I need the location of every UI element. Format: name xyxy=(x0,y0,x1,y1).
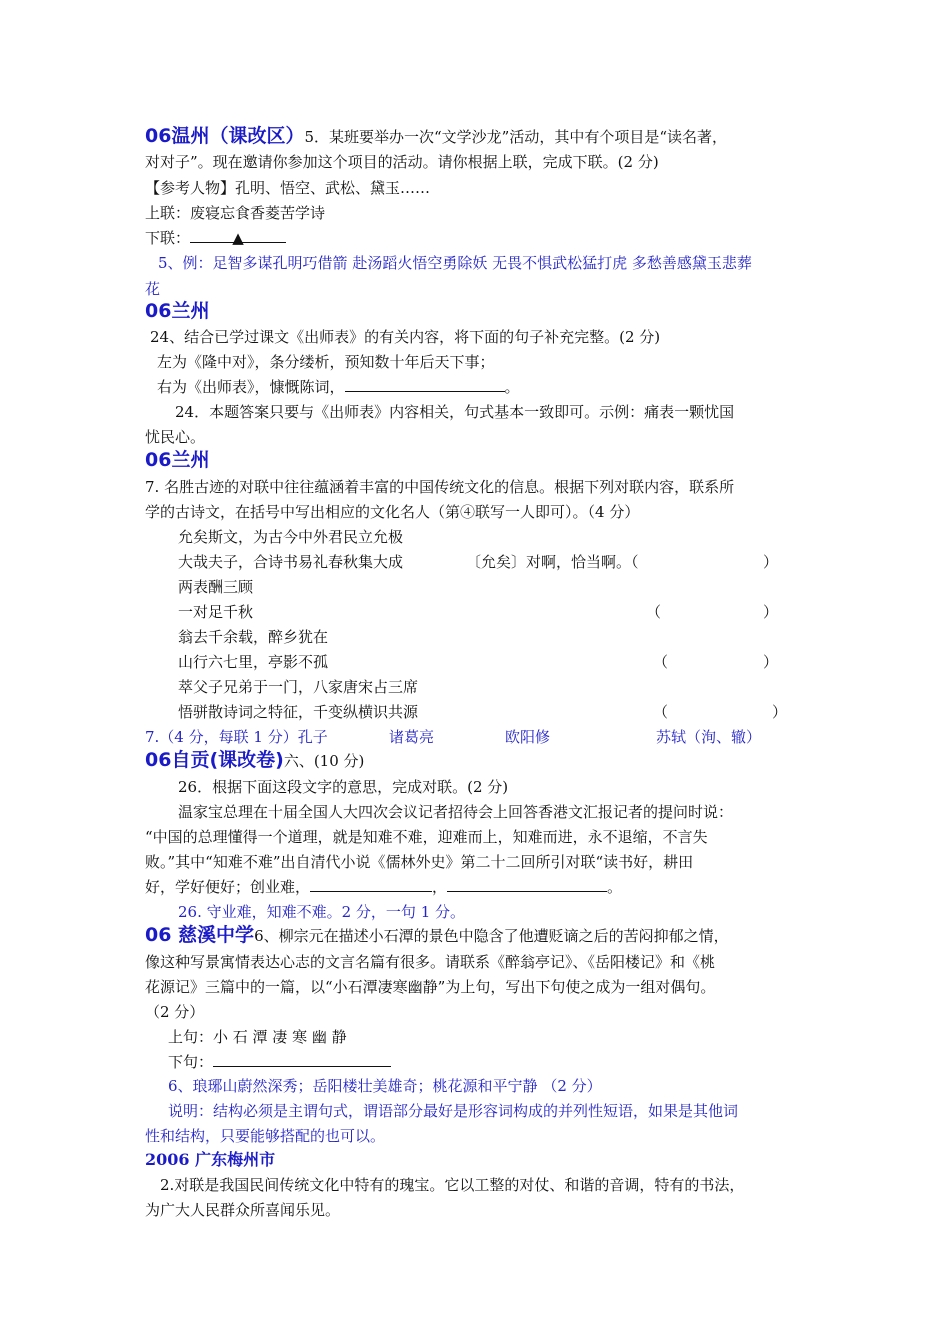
answer-text: 24．本题答案只要与《出师表》内容相关，句式基本一致即可。示例：痛表一颗忧国 xyxy=(175,403,735,421)
answer-blank xyxy=(213,1052,391,1067)
question-text: 7. 名胜古迹的对联中往往蕴涵着丰富的中国传统文化的信息。根据下列对联内容，联系所 xyxy=(145,478,735,496)
comma: ， xyxy=(432,878,448,896)
period: 。 xyxy=(504,378,520,396)
lower-sentence xyxy=(168,1052,391,1072)
question-text: 为广大人民群众所喜闻乐见。 xyxy=(145,1201,341,1219)
couplet-left: 左为《隆中对》，条分缕析，预知数十年后天下事； xyxy=(157,353,495,371)
question-text: 26．根据下面这段文字的意思，完成对联。(2 分) xyxy=(178,778,509,796)
paren-close: ） xyxy=(763,653,779,671)
section-heading-text: 06 慈溪中学 xyxy=(145,924,255,946)
answer-text: 忧民心。 xyxy=(145,428,206,446)
answer-text: 5、例：足智多谋孔明巧借箭 赴汤蹈火悟空勇除妖 无畏不惧武松猛打虎 多愁善感黛玉悲葬 xyxy=(158,254,752,272)
section-heading-text: 06兰州 xyxy=(145,449,210,471)
annotation: 〔允矣〕对啊，恰当啊。（ xyxy=(466,553,639,571)
score-text: （2 分） xyxy=(145,1003,205,1021)
paren-close: ） xyxy=(763,553,779,571)
paren-open: （ xyxy=(646,603,662,621)
period: 。 xyxy=(607,878,623,896)
answer-text: 6、琅琊山蔚然深秀；岳阳楼壮美雄奇；桃花源和平宁静 （2 分） xyxy=(168,1077,602,1095)
answer-text: 花 xyxy=(145,280,161,298)
couplet-line: 山行六七里，亭影不孤 xyxy=(178,653,329,671)
section-cixi-line1 xyxy=(145,925,729,946)
reference-persons: 【参考人物】孔明、悟空、武松、黛玉…… xyxy=(145,179,431,197)
lower-couplet xyxy=(145,228,286,248)
section-heading xyxy=(145,1150,275,1170)
paragraph-text-part: 好，学好便好；创业难， xyxy=(145,878,311,896)
question-text: 5．某班要举办一次“文学沙龙”活动，其中有个项目是“读名著， xyxy=(304,128,728,146)
couplet-line: 悟骈散诗词之特征，千变纵横识共源 xyxy=(178,703,419,721)
section-wenzhou-line1 xyxy=(145,126,727,147)
couplet-line: 翁去千余载，醉乡犹在 xyxy=(178,628,329,646)
couplet-line: 大哉夫子，合诗书易礼春秋集大成 xyxy=(178,553,404,571)
note-text: 说明：结构必须是主谓句式，谓语部分最好是形容词构成的并列性短语，如果是其他词 xyxy=(168,1102,739,1120)
question-number: 六、(10 分) xyxy=(283,752,365,770)
paragraph-text: 温家宝总理在十届全国人大四次会议记者招待会上回答香港文汇报记者的提问时说： xyxy=(178,803,734,821)
section-heading: 06温州（课改区） xyxy=(145,125,305,147)
question-text: 对对子”。现在邀请你参加这个项目的活动。请你根据上联，完成下联。(2 分) xyxy=(145,153,659,171)
question-text: 学的古诗文，在括号中写出相应的文化名人（第④联写一人即可）。（4 分） xyxy=(145,503,640,521)
paragraph-text xyxy=(145,877,622,897)
section-heading-text: 06自贡(课改卷) xyxy=(145,749,284,771)
upper-sentence: 上句：小 石 潭 凄 寒 幽 静 xyxy=(168,1028,347,1046)
answer-blank xyxy=(447,877,607,892)
couplet-right-text: 右为《出师表》，慷慨陈词， xyxy=(157,378,345,396)
answer-text: 诸葛亮 xyxy=(389,728,435,746)
section-zigong-heading xyxy=(145,750,364,771)
couplet-line: 萃父子兄弟于一门，八家唐宋占三席 xyxy=(178,678,419,696)
answer-text: 欧阳修 xyxy=(505,728,551,746)
paren-open: （ xyxy=(653,703,669,721)
answer-blank xyxy=(310,877,432,892)
question-text: 24、结合已学过课文《出师表》的有关内容，将下面的句子补充完整。(2 分) xyxy=(150,328,661,346)
question-text: 花源记》三篇中的一篇，以“小石潭凄寒幽静”为上句，写出下句使之成为一组对偶句。 xyxy=(145,978,716,996)
answer-text: 苏轼（洵、辙） xyxy=(656,728,762,746)
note-text: 性和结构，只要能够搭配的也可以。 xyxy=(145,1127,386,1145)
paren-close: ） xyxy=(763,603,779,621)
couplet-line: 一对足千秋 xyxy=(178,603,254,621)
paragraph-text: “中国的总理懂得一个道理，就是知难不难，迎难而上，知难而进，永不退缩，不言失 xyxy=(145,828,708,846)
couplet-right xyxy=(157,377,520,397)
paren-open: （ xyxy=(653,653,669,671)
section-heading xyxy=(145,450,209,471)
section-heading-text: 06兰州 xyxy=(145,300,210,322)
couplet-line: 两表酬三顾 xyxy=(178,578,254,596)
lower-label: 下句： xyxy=(168,1053,214,1071)
question-text: 像这种写景寓情表达心志的文言名篇有很多。请联系《醉翁亭记》、《岳阳楼记》和《桃 xyxy=(145,953,716,971)
triangle-icon: ▲ xyxy=(232,229,244,247)
upper-couplet: 上联：废寝忘食香菱苦学诗 xyxy=(145,204,326,222)
question-text: 2.对联是我国民间传统文化中特有的瑰宝。它以工整的对仗、和谐的音调，特有的书法， xyxy=(160,1176,745,1194)
paragraph-text: 败。”其中“知难不难”出自清代小说《儒林外史》第二十二回所引对联“读书好，耕田 xyxy=(145,853,694,871)
answer-blank xyxy=(345,377,505,392)
paren-close: ） xyxy=(772,703,788,721)
section-heading-text: 2006 广东梅州市 xyxy=(145,1150,276,1169)
couplet-line: 允矣斯文，为古今中外君民立允极 xyxy=(178,528,404,546)
section-heading xyxy=(145,301,209,322)
question-text: 6、柳宗元在描述小石潭的景色中隐含了他遭贬谪之后的苦闷抑郁之情， xyxy=(254,927,729,945)
answer-text: 26. 守业难，知难不难。2 分，一句 1 分。 xyxy=(178,903,466,921)
lower-label: 下联： xyxy=(145,229,191,247)
answer-text: 7.（4 分，每联 1 分）孔子 xyxy=(145,728,328,746)
answer-blank xyxy=(190,228,286,247)
